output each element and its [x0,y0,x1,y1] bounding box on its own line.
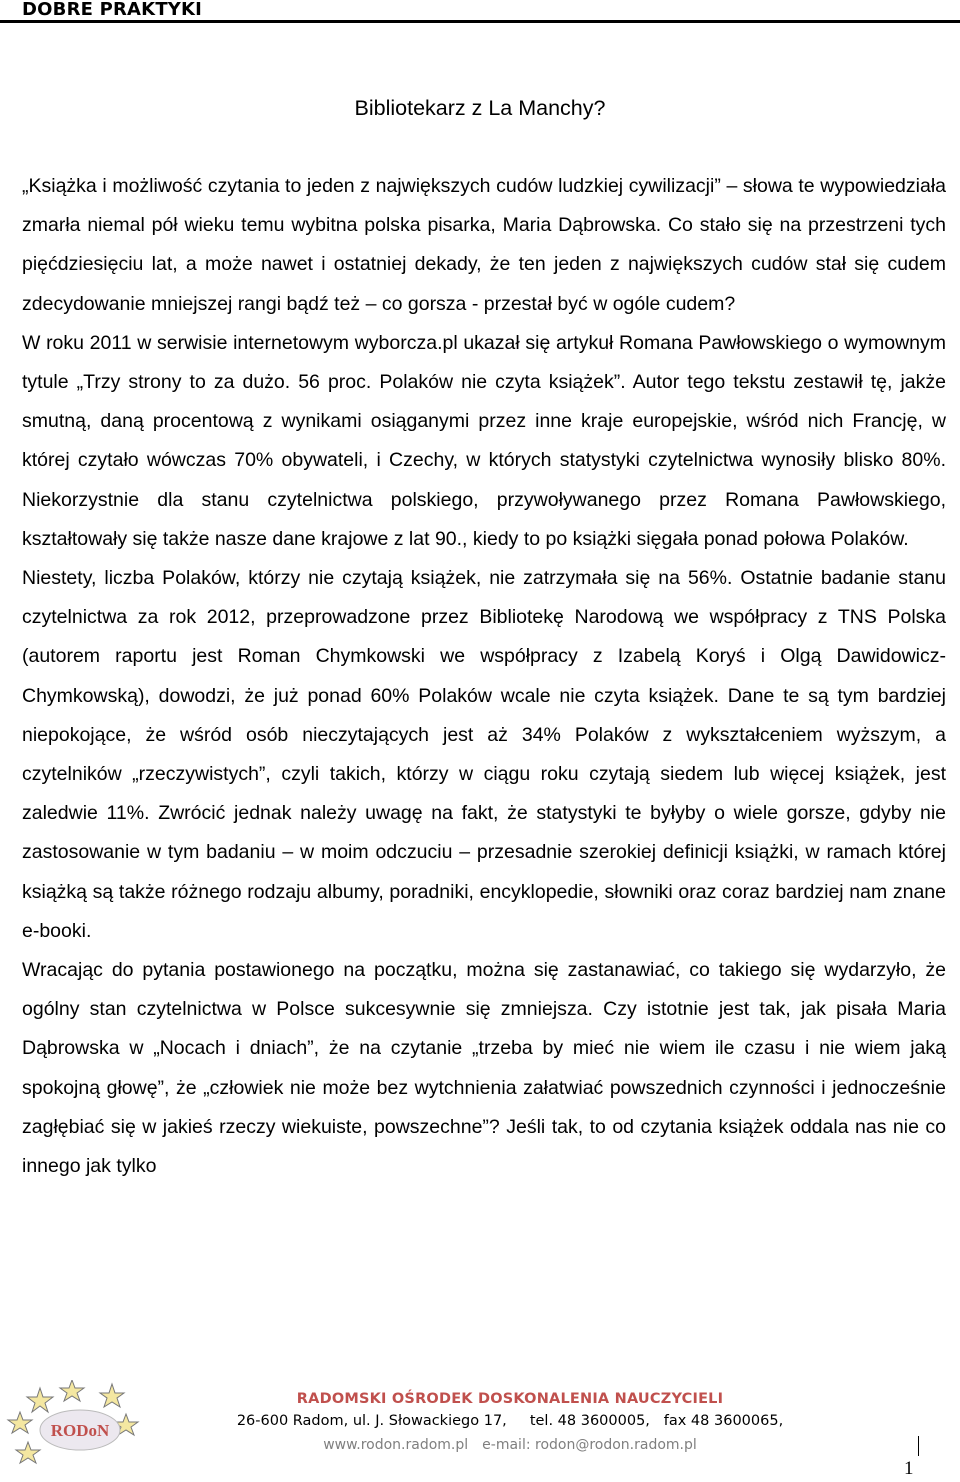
website-link[interactable]: www.rodon.radom.pl [323,1437,469,1453]
star-icon [100,1384,124,1407]
email-link[interactable]: e-mail: rodon@rodon.radom.pl [482,1437,697,1453]
paragraph-4: Wracając do pytania postawionego na początku, można się zastanawiać, co takiego się wydarzyło, że ogólny stan czytelnictwa w Polsce sukcesywnie się zmniejsza. Czy istotnie jest tak, jak pisała Maria Dąbrowska w „Nocach i dniach”, że na czytanie „trzeba by mieć nie wiem ile czasu i nie wiem jaką spokojną głowę”, że „człowiek nie może bez wytchnienia załatwiać powszednich czynności i jednocześnie zagłębiać się w jakieś rzeczy wiekuiste, powszechne”? Jeśli tak, to od czytania książek oddala nas nie co innego jak tylko [22,959,946,1178]
star-icon [16,1442,40,1463]
paragraph-2: W roku 2011 w serwisie internetowym wyborcza.pl ukazał się artykuł Romana Pawłowskiego o wymownym tytule „Trzy strony to za dużo. 56 proc. Polaków nie czyta książek”. Autor tego tekstu zestawił tę, jakże smutną, daną procentową z wynikami osiąganymi przez inne kraje europejskie, wśród nich Francję, w której czytało wówczas 70% obywateli, i Czechy, w których statystyki czytelnictwa wynosiły blisko 80%. Niekorzystnie dla stanu czytelnictwa polskiego, przywoływanego przez Romana Pawłowskiego, kształtowały się także nasze dane krajowe z lat 90., kiedy to po książki sięgała ponad połowa Polaków. [22,331,946,550]
star-icon [60,1380,84,1401]
institution-contact [160,1433,860,1457]
footer-rule [918,1436,919,1456]
header-rule [0,20,960,23]
star-icon [8,1412,32,1433]
footer-info [160,1389,860,1457]
star-icon [27,1388,53,1412]
article-title: Bibliotekarz z La Manchy? [354,96,606,120]
logo-text: RODoN [50,1421,110,1440]
rodon-logo [6,1380,142,1476]
page-number: 1 [904,1458,914,1479]
institution-address: 26-600 Radom, ul. J. Słowackiego 17, tel. 48 3600005, fax 48 3600065, [236,1413,784,1429]
article-body [22,167,946,1186]
section-label: DOBRE PRAKTYKI [22,0,203,20]
paragraph-3: Niestety, liczba Polaków, którzy nie czytają książek, nie zatrzymała się na 56%. Ostatnie badanie stanu czytelnictwa za rok 2012, przeprowadzone przez Bibliotekę Narodową we współpracy z TNS Polska (autorem raportu jest Roman Chymkowski we współpracy z Izabelą Koryś i Olgą Dawidowicz-Chymkowską), dowodzi, że już ponad 60% Polaków wcale nie czyta książek. Dane te są tym bardziej niepokojące, że wśród osób nieczytających jest aż 34% Polaków z wykształceniem wyższym, a czytelników „rzeczywistych”, czyli takich, którzy w ciągu roku czytają siedem lub więcej książek, jest zaledwie 11%. Zwrócić jednak należy uwagę na fakt, że statystyki te byłyby o wiele gorsze, gdyby nie zastosowanie w tym badaniu – w moim odczuciu – przesadnie szerokiej definicji książki, w ramach której książką są także różnego rodzaju albumy, poradniki, encyklopedie, słowniki oraz coraz bardziej nam znane e-booki. [22,567,946,942]
paragraph-1: „Książka i możliwość czytania to jeden z największych cudów ludzkiej cywilizacji” – słowa te wypowiedziała zmarła niemal pół wieku temu wybitna polska pisarka, Maria Dąbrowska. Co stało się na przestrzeni tych pięćdziesięciu lat, a może nawet i ostatniej dekady, że ten jeden z największych cudów stał się cudem zdecydowanie mniejszej rangi bądź też – co gorsza - przestał być w ogóle cudem? [22,175,946,315]
institution-name: RADOMSKI OŚRODEK DOSKONALENIA NAUCZYCIELI [296,1391,724,1407]
